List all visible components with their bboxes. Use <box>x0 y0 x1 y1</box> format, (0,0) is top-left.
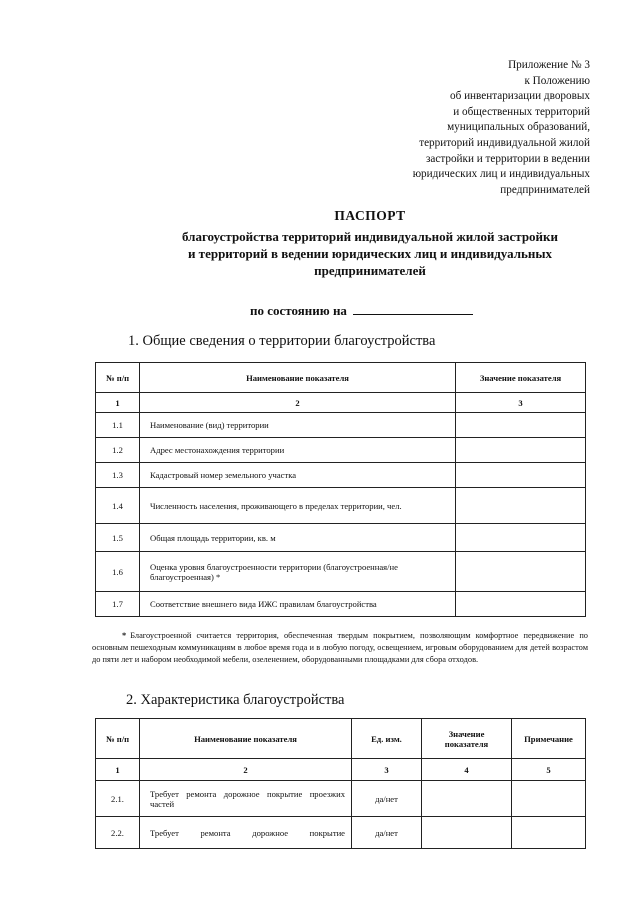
index-cell: 1 <box>96 393 140 413</box>
indicator-name: Численность населения, проживающего в пределах территории, чел. <box>140 488 456 524</box>
document-title <box>40 208 640 279</box>
footnote <box>92 630 588 666</box>
as-of-label: по состоянию на <box>250 303 347 318</box>
index-cell: 2 <box>140 393 456 413</box>
index-cell: 2 <box>140 759 352 781</box>
col-header-number: № п/п <box>96 719 140 759</box>
characteristics-table <box>95 718 586 849</box>
indicator-value-cell[interactable] <box>456 413 586 438</box>
indicator-value-cell[interactable] <box>456 524 586 552</box>
table-row <box>96 524 586 552</box>
row-number: 1.5 <box>96 524 140 552</box>
appendix-line: юридических лиц и индивидуальных <box>412 168 590 181</box>
col-header-indicator: Наименование показателя <box>140 719 352 759</box>
appendix-line: муниципальных образований, <box>447 121 590 134</box>
indicator-value-cell[interactable] <box>456 463 586 488</box>
table-row <box>96 781 586 817</box>
date-blank-line[interactable] <box>353 302 473 315</box>
title-line: и территорий в ведении юридических лиц и индивидуальных <box>187 246 553 261</box>
indicator-name: Требует ремонта дорожное покрытие проезжих частей <box>140 781 352 817</box>
table-row <box>96 552 586 592</box>
appendix-line: и общественных территорий <box>453 105 590 118</box>
indicator-value-cell[interactable] <box>456 592 586 617</box>
appendix-header <box>330 58 590 198</box>
index-cell: 5 <box>512 759 586 781</box>
indicator-name: Адрес местонахождения территории <box>140 438 456 463</box>
appendix-line: предпринимателей <box>500 183 590 196</box>
col-header-note: Примечание <box>512 719 586 759</box>
indicator-name: Оценка уровня благоустроенности территории (благоустроенная/не благоустроенная) * <box>140 552 456 592</box>
col-header-value: Значение показателя <box>422 719 512 759</box>
indicator-value-cell[interactable] <box>422 817 512 849</box>
footnote-marker: * <box>122 631 127 640</box>
row-number: 1.2 <box>96 438 140 463</box>
section-1-heading: 1. Общие сведения о территории благоустройства <box>128 333 436 349</box>
appendix-line: к Положению <box>524 74 590 87</box>
index-cell: 4 <box>422 759 512 781</box>
title-main: ПАСПОРТ <box>334 208 406 223</box>
col-header-indicator: Наименование показателя <box>140 363 456 393</box>
title-line: благоустройства территорий индивидуальной жилой застройки <box>181 229 559 244</box>
index-cell: 3 <box>352 759 422 781</box>
row-number: 1.3 <box>96 463 140 488</box>
appendix-line: об инвентаризации дворовых <box>449 90 590 103</box>
as-of-date <box>250 302 473 319</box>
table-row <box>96 488 586 524</box>
note-cell[interactable] <box>512 817 586 849</box>
table-row <box>96 592 586 617</box>
unit-cell: да/нет <box>352 781 422 817</box>
row-number: 1.1 <box>96 413 140 438</box>
indicator-value-cell[interactable] <box>422 781 512 817</box>
indicator-value-cell[interactable] <box>456 438 586 463</box>
indicator-value-cell[interactable] <box>456 488 586 524</box>
footnote-text: Благоустроенной считается территория, обеспеченная твердым покрытием, позволяющим комфортное передвижение по основным пешеходным коммуникациям в любое время года и в любую погоду, освещением, игровым оборудованием для детей возрастом до пяти лет и набором необходимой мебели, озеленением, оборудованными площадками для сбора отходов. <box>92 631 588 664</box>
table-row <box>96 463 586 488</box>
col-header-number: № п/п <box>96 363 140 393</box>
index-cell: 1 <box>96 759 140 781</box>
row-number: 2.1. <box>96 781 140 817</box>
row-number: 2.2. <box>96 817 140 849</box>
appendix-line: застройки и территории в ведении <box>425 152 590 165</box>
appendix-line: Приложение № 3 <box>508 59 590 71</box>
row-number: 1.4 <box>96 488 140 524</box>
row-number: 1.6 <box>96 552 140 592</box>
unit-cell: да/нет <box>352 817 422 849</box>
indicator-value-cell[interactable] <box>456 552 586 592</box>
note-cell[interactable] <box>512 781 586 817</box>
col-header-value: Значение показателя <box>456 363 586 393</box>
section-2-heading: 2. Характеристика благоустройства <box>126 692 345 708</box>
indicator-name: Общая площадь территории, кв. м <box>140 524 456 552</box>
general-info-table <box>95 362 586 617</box>
appendix-line: территорий индивидуальной жилой <box>419 136 590 149</box>
table-row <box>96 438 586 463</box>
table-row <box>96 817 586 849</box>
col-header-unit: Ед. изм. <box>352 719 422 759</box>
table-row <box>96 413 586 438</box>
indicator-name: Кадастровый номер земельного участка <box>140 463 456 488</box>
row-number: 1.7 <box>96 592 140 617</box>
title-line: предпринимателей <box>314 263 426 278</box>
indicator-name: Наименование (вид) территории <box>140 413 456 438</box>
indicator-name: Требует ремонта дорожное покрытие <box>140 817 352 849</box>
index-cell: 3 <box>456 393 586 413</box>
indicator-name: Соответствие внешнего вида ИЖС правилам благоустройства <box>140 592 456 617</box>
